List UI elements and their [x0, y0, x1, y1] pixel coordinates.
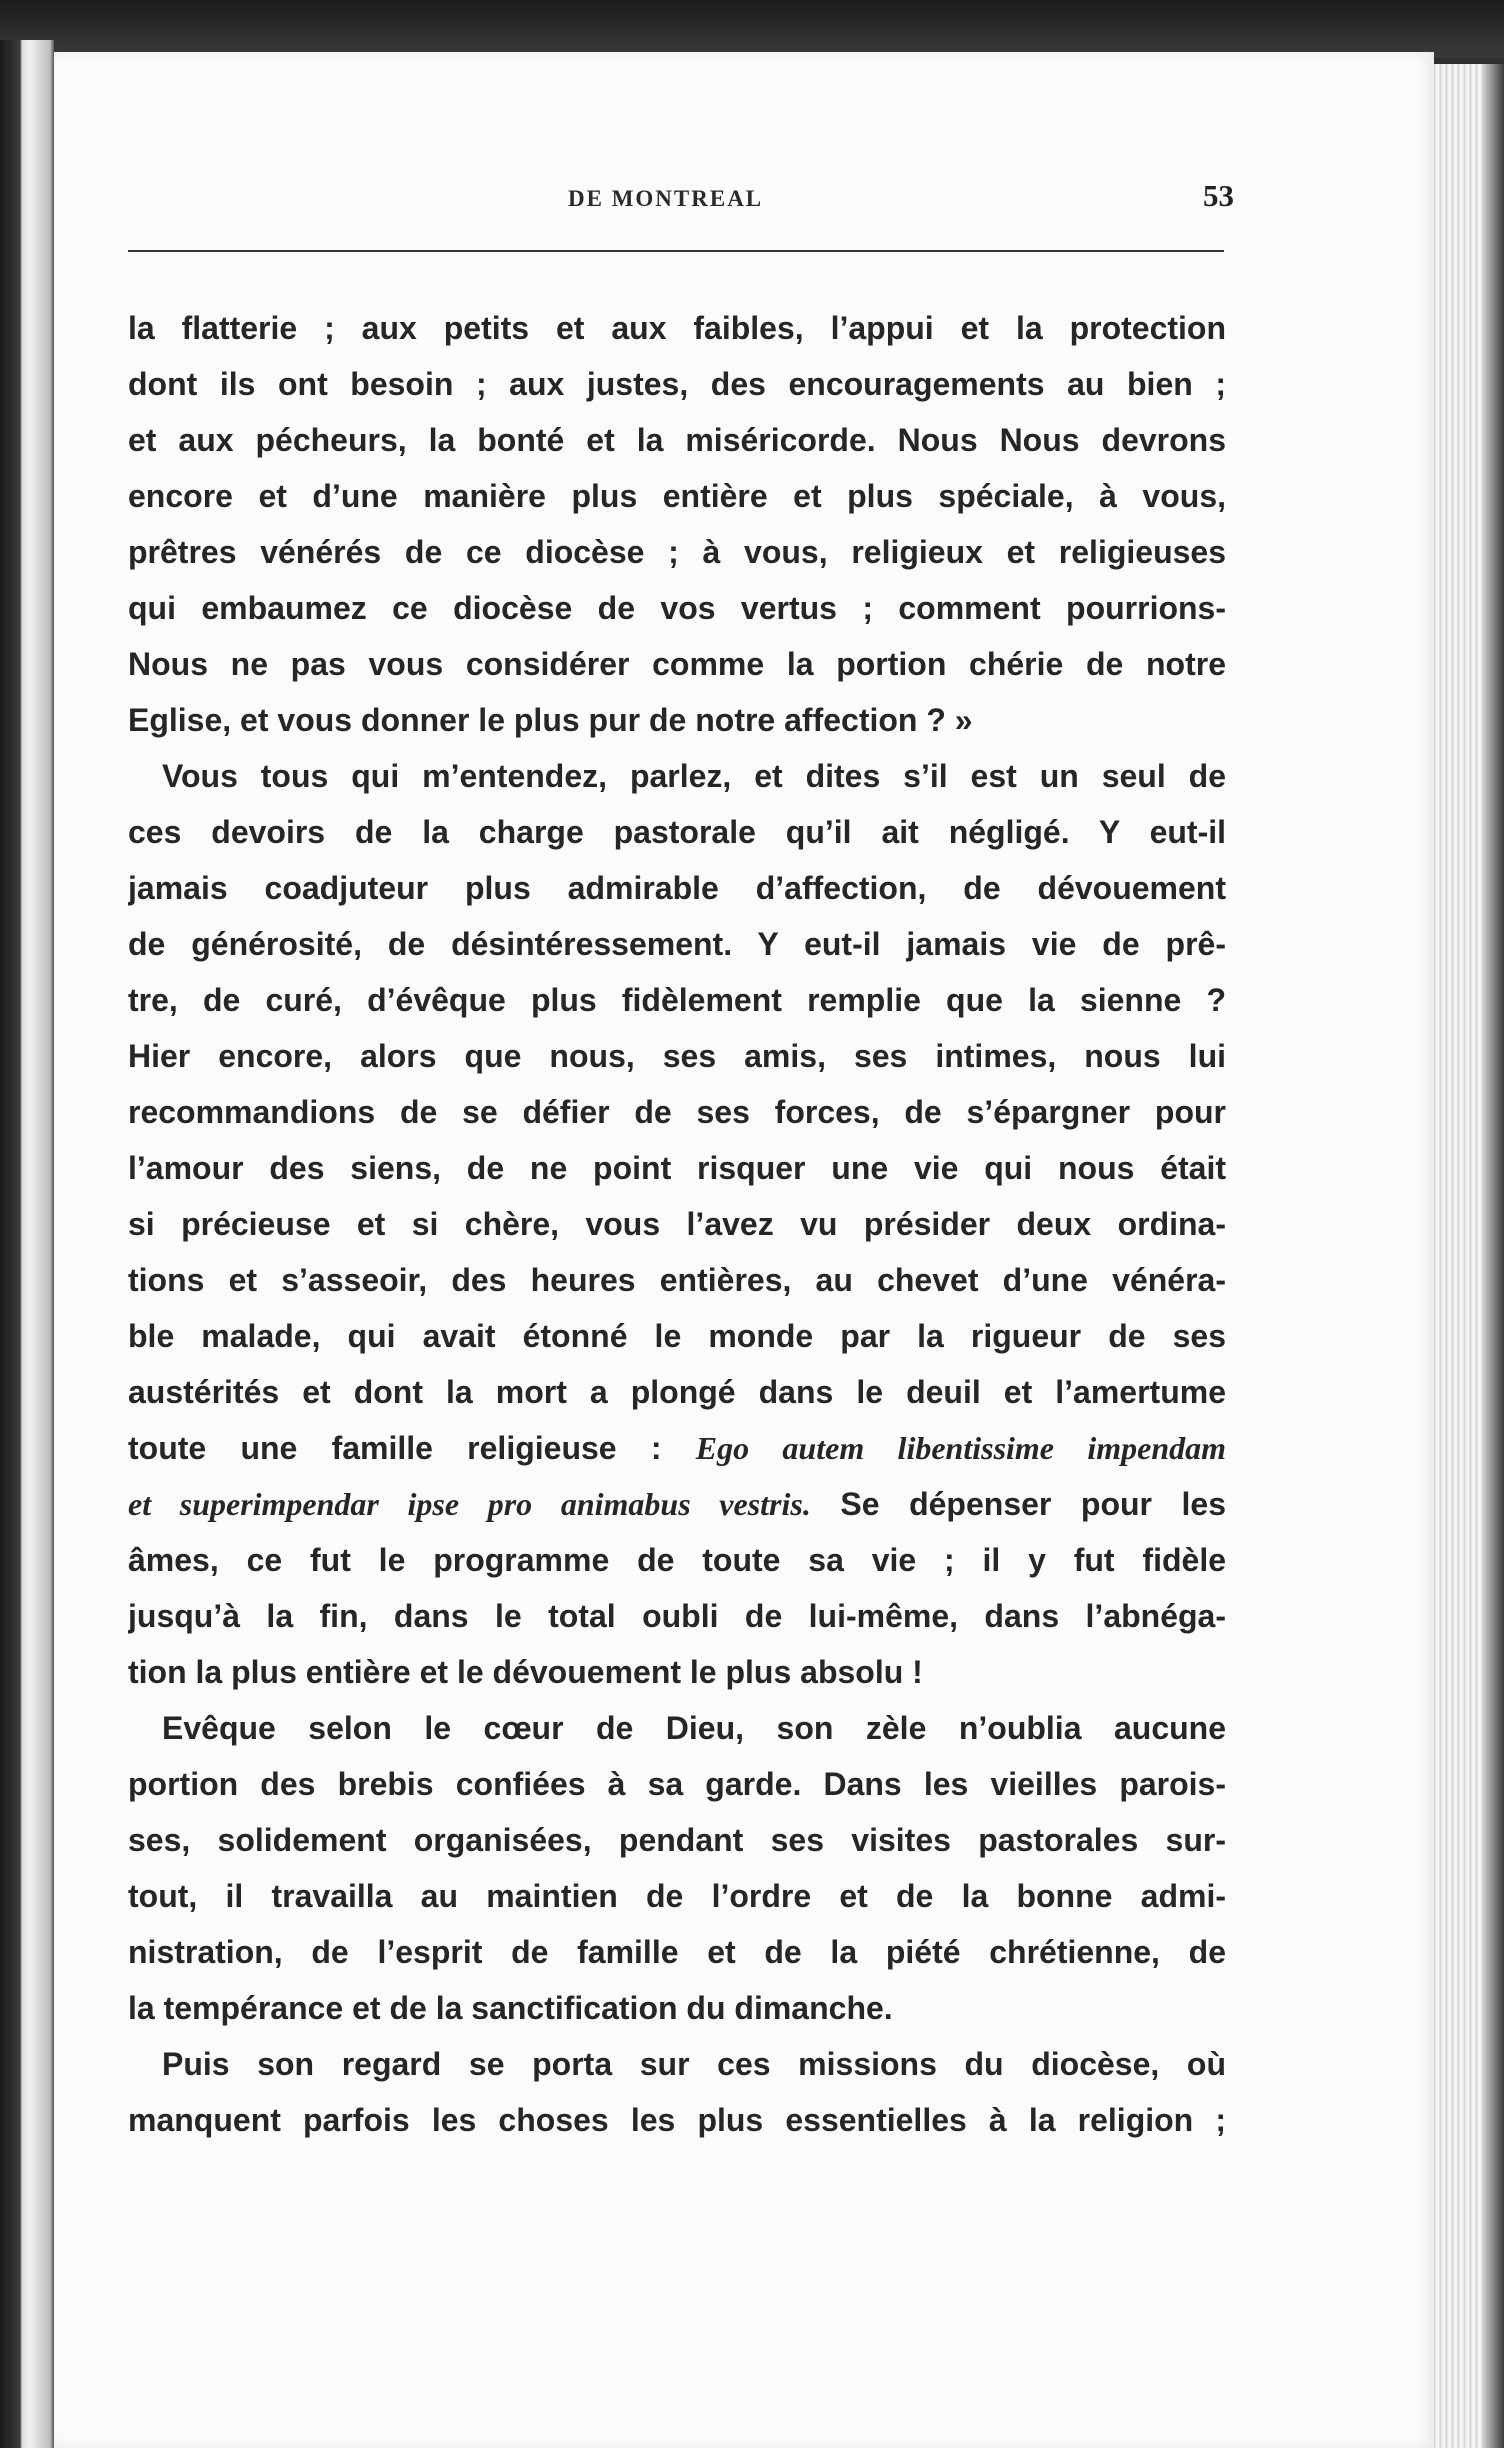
text-line: ble malade, qui avait étonné le monde par la rigueur de ses [128, 1318, 1226, 1354]
text-line: l’amour des siens, de ne point risquer une vie qui nous était [128, 1150, 1226, 1186]
text-line: Evêque selon le cœur de Dieu, son zèle n’oublia aucune [162, 1710, 1226, 1746]
text-line: nistration, de l’esprit de famille et de la piété chrétienne, de [128, 1934, 1226, 1970]
text-line: si précieuse et si chère, vous l’avez vu présider deux ordina- [128, 1206, 1226, 1242]
header-rule [128, 250, 1224, 252]
text-fragment: toute une famille religieuse : [128, 1430, 662, 1466]
text-line: portion des brebis confiées à sa garde. Dans les vieilles parois- [128, 1766, 1226, 1802]
paragraph-2 [128, 748, 1226, 1700]
text-line: de générosité, de désintéressement. Y eut-il jamais vie de prê- [128, 926, 1226, 962]
latin-quote-part-1: Ego autem libentissime impendam [695, 1430, 1226, 1466]
text-line: Vous tous qui m’entendez, parlez, et dites s’il est un seul de [162, 758, 1226, 794]
scan-background-top [0, 0, 1504, 58]
text-line: tion la plus entière et le dévouement le plus absolu ! [128, 1654, 923, 1690]
text-line-with-latin [128, 1420, 1226, 1476]
text-line: âmes, ce fut le programme de toute sa vie ; il y fut fidèle [128, 1542, 1226, 1578]
paragraph-1 [128, 300, 1226, 748]
text-fragment: Se dépenser pour les [840, 1486, 1226, 1522]
text-line: ses, solidement organisées, pendant ses visites pastorales sur- [128, 1822, 1226, 1858]
text-line: ces devoirs de la charge pastorale qu’il ait négligé. Y eut-il [128, 814, 1226, 850]
page-header [128, 178, 1234, 222]
text-line: la tempérance et de la sanctification du dimanche. [128, 1990, 893, 2026]
page-number: 53 [1203, 178, 1234, 213]
latin-quote-part-2: et superimpendar ipse pro animabus vestris. [128, 1486, 811, 1522]
text-line: manquent parfois les choses les plus essentielles à la religion ; [128, 2102, 1226, 2138]
text-line: Eglise, et vous donner le plus pur de notre affection ? » [128, 702, 973, 738]
paragraph-3 [128, 1700, 1226, 2036]
text-line: qui embaumez ce diocèse de vos vertus ; comment pourrions- [128, 590, 1226, 626]
text-line: la flatterie ; aux petits et aux faibles, l’appui et la protection [128, 310, 1226, 346]
text-line: austérités et dont la mort a plongé dans le deuil et l’amertume [128, 1374, 1226, 1410]
text-line: jamais coadjuteur plus admirable d’affection, de dévouement [128, 870, 1226, 906]
text-line: recommandions de se défier de ses forces, de s’épargner pour [128, 1094, 1226, 1130]
text-line: tre, de curé, d’évêque plus fidèlement remplie que la sienne ? [128, 982, 1226, 1018]
book-spine-edge [0, 40, 54, 2448]
text-line: Hier encore, alors que nous, ses amis, ses intimes, nous lui [128, 1038, 1226, 1074]
text-line: encore et d’une manière plus entière et plus spéciale, à vous, [128, 478, 1226, 514]
text-line: Puis son regard se porta sur ces missions du diocèse, où [162, 2046, 1226, 2082]
body-text [128, 300, 1226, 2148]
text-line: tout, il travailla au maintien de l’ordre et de la bonne admi- [128, 1878, 1226, 1914]
paragraph-4 [128, 2036, 1226, 2148]
text-line: dont ils ont besoin ; aux justes, des encouragements au bien ; [128, 366, 1226, 402]
running-head: DE MONTREAL [568, 186, 764, 211]
text-line: et aux pécheurs, la bonté et la miséricorde. Nous Nous devrons [128, 422, 1226, 458]
text-line: Nous ne pas vous considérer comme la portion chérie de notre [128, 646, 1226, 682]
text-line: jusqu’à la fin, dans le total oubli de lui-même, dans l’abnéga- [128, 1598, 1226, 1634]
text-line: prêtres vénérés de ce diocèse ; à vous, religieux et religieuses [128, 534, 1226, 570]
text-line-with-latin [128, 1476, 1226, 1532]
text-line: tions et s’asseoir, des heures entières, au chevet d’une vénéra- [128, 1262, 1226, 1298]
